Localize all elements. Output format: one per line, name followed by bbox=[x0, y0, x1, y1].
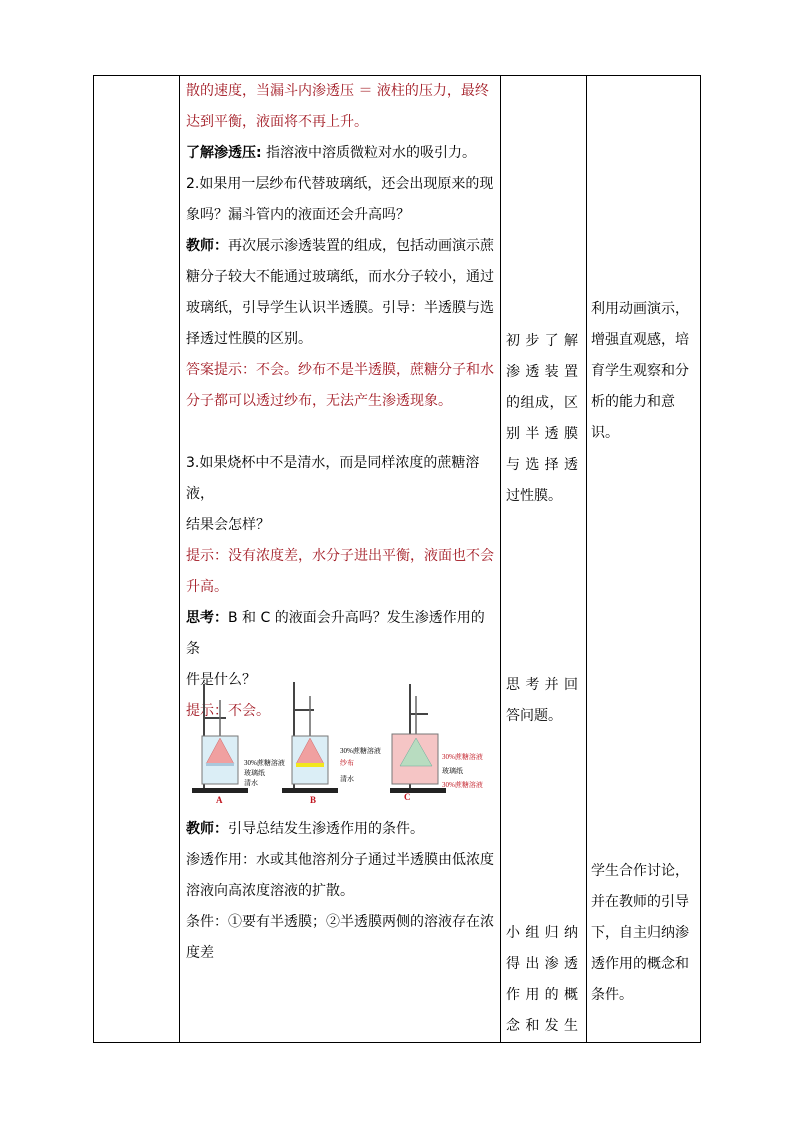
think-question: 思考：B 和 C 的液面会升高吗？发生渗透作用的条 bbox=[186, 610, 485, 657]
text-line: 糖分子较大不能通过玻璃纸，而水分子较小，通过 bbox=[186, 269, 494, 285]
table-col-border-2 bbox=[179, 75, 180, 1043]
text-line: 达到平衡，液面将不再上升。 bbox=[186, 114, 368, 130]
text-line: 育学生观察和分 bbox=[591, 363, 689, 379]
table-col-border-5 bbox=[700, 75, 701, 1043]
text-line: 念和发生 bbox=[506, 1018, 578, 1034]
answer-hint: 提示：没有浓度差，水分子进出平衡，液面也不会 bbox=[186, 548, 494, 564]
question-3-cont: 结果会怎样？ bbox=[186, 517, 270, 533]
letter-a: A bbox=[216, 795, 223, 805]
student-activity-3 bbox=[506, 918, 578, 1042]
answer-hint: 答案提示：不会。纱布不是半透膜，蔗糖分子和水 bbox=[186, 362, 494, 378]
label-cellophane-c: 玻璃纸 bbox=[442, 767, 463, 775]
text-line: 件是什么？ bbox=[186, 672, 256, 688]
text-line: 利用动画演示， bbox=[591, 301, 689, 317]
answer-hint: 提示：不会。 bbox=[186, 703, 270, 719]
label-sucrose-a: 30%蔗糖溶液 bbox=[244, 759, 285, 767]
question-2-cont: 象吗？漏斗管内的液面还会升高吗？ bbox=[186, 207, 410, 223]
text-line: 初步了解 bbox=[506, 333, 578, 349]
text-line: 与选择透 bbox=[506, 457, 578, 473]
answer-hint-cont: 升高。 bbox=[186, 579, 228, 595]
table-bottom-border bbox=[93, 1042, 701, 1043]
answer-hint-cont: 分子都可以透过纱布，无法产生渗透现象。 bbox=[186, 393, 452, 409]
text-line: 增强直观感，培 bbox=[591, 332, 689, 348]
text-line: 玻璃纸，引导学生认识半透膜。引导：半透膜与选 bbox=[186, 300, 494, 316]
text-line: 并在教师的引导 bbox=[591, 894, 689, 910]
letter-b: B bbox=[310, 795, 317, 805]
label-sucrose-c-bottom: 30%蔗糖溶液 bbox=[442, 781, 483, 789]
text-line: 思考并回 bbox=[506, 677, 578, 693]
text-line: 学生合作讨论， bbox=[591, 863, 689, 879]
osmosis-apparatus-figure bbox=[186, 676, 496, 806]
text-line: 条件。 bbox=[591, 987, 633, 1003]
design-intent-1 bbox=[591, 294, 699, 449]
content-column-lower bbox=[186, 814, 496, 969]
text-line: 渗透装置 bbox=[506, 364, 578, 380]
student-activity-2 bbox=[506, 670, 578, 732]
label-water-b: 清水 bbox=[340, 775, 354, 783]
text-line: 得出渗透 bbox=[506, 956, 578, 972]
teacher-note: 教师：引导总结发生渗透作用的条件。 bbox=[186, 821, 424, 837]
table-col-border-1 bbox=[93, 75, 94, 1043]
table-col-border-4 bbox=[586, 75, 587, 1043]
text-line: 散的速度，当漏斗内渗透压 ＝ 液柱的压力，最终 bbox=[186, 83, 489, 99]
label-sucrose-b: 30%蔗糖溶液 bbox=[340, 747, 381, 755]
text-line: 过性膜。 bbox=[506, 488, 562, 504]
teacher-note: 教师：再次展示渗透装置的组成，包括动画演示蔗 bbox=[186, 238, 494, 254]
content-column bbox=[186, 76, 496, 727]
blank-line bbox=[186, 417, 496, 448]
apparatus-b bbox=[282, 682, 338, 793]
question-3: 3.如果烧杯中不是清水，而是同样浓度的蔗糖溶液， bbox=[186, 455, 480, 502]
label-gauze-b: 纱布 bbox=[340, 759, 354, 767]
text-line: 小组归纳 bbox=[506, 925, 578, 941]
text-line: 的组成，区 bbox=[506, 395, 578, 411]
student-activity-1 bbox=[506, 326, 578, 512]
question-2: 2.如果用一层纱布代替玻璃纸，还会出现原来的现 bbox=[186, 176, 494, 192]
bold-label: 了解渗透压: bbox=[186, 145, 262, 161]
design-intent-2 bbox=[591, 856, 699, 1011]
text-line: 下，自主归纳渗 bbox=[591, 925, 689, 941]
table-col-border-3 bbox=[500, 75, 501, 1043]
definition-cont: 溶液向高浓度溶液的扩散。 bbox=[186, 883, 354, 899]
text-line: 答问题。 bbox=[506, 708, 562, 724]
label-cellophane-a: 玻璃纸 bbox=[244, 769, 265, 777]
text-line: 透作用的概念和 bbox=[591, 956, 689, 972]
concept-osmotic-pressure: 了解渗透压: 指溶液中溶质微粒对水的吸引力。 bbox=[186, 145, 477, 161]
definition: 渗透作用：水或其他溶剂分子通过半透膜由低浓度 bbox=[186, 852, 494, 868]
condition: 条件：①要有半透膜；②半透膜两侧的溶液存在浓 bbox=[186, 914, 494, 930]
condition-cont: 度差 bbox=[186, 945, 214, 961]
text-line: 别半透膜 bbox=[506, 426, 578, 442]
label-water-a: 清水 bbox=[244, 779, 258, 787]
apparatus-c bbox=[390, 684, 446, 793]
apparatus-a bbox=[192, 684, 248, 793]
text-line: 择透过性膜的区别。 bbox=[186, 331, 312, 347]
letter-c: C bbox=[404, 792, 411, 802]
label-sucrose-c-top: 30%蔗糖溶液 bbox=[442, 753, 483, 761]
text-line: 作用的概 bbox=[506, 987, 578, 1003]
text-line: 析的能力和意识。 bbox=[591, 394, 675, 441]
